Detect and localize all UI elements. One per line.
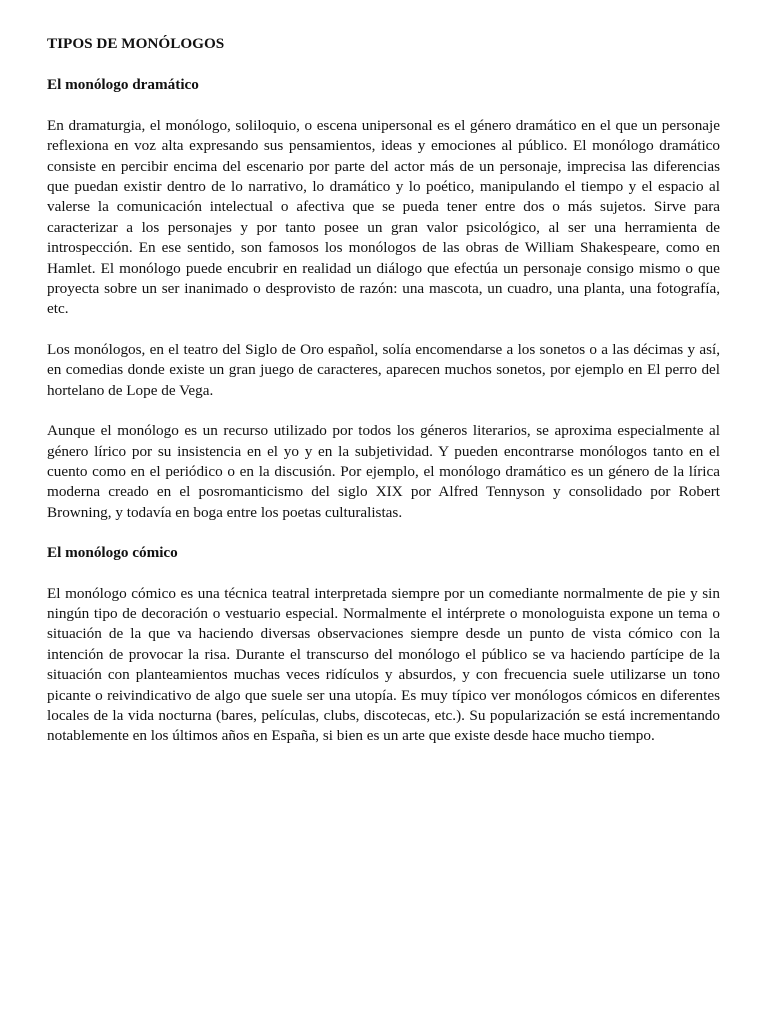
section-monologo-comico bbox=[47, 543, 720, 747]
paragraph: Los monólogos, en el teatro del Siglo de Oro español, solía encomendarse a los sonetos o a las décimas y así, en comedias donde existe un gran juego de caracteres, aparecen muchos sonetos, por ejemplo en El perro del hortelano de Lope de Vega. bbox=[47, 340, 720, 399]
paragraph: Aunque el monólogo es un recurso utilizado por todos los géneros literarios, se aproxima especialmente al género lírico por su insistencia en el yo y en la subjetividad. Y pueden encontrarse monólogos tanto en el cuento como en el periódico o en la discusión. Por ejemplo, el monólogo dramático es un género de la lírica moderna creado en el posromanticismo del siglo XIX por Alfred Tennyson y consolidado por Robert Browning, y todavía en boga entre los poetas culturalistas. bbox=[47, 422, 720, 521]
section-heading: El monólogo cómico bbox=[47, 544, 178, 562]
paragraph: El monólogo cómico es una técnica teatral interpretada siempre por un comediante normalmente de pie y sin ningún tipo de decoración o vestuario especial. Normalmente el intérprete o monologuista expone un tema o situación de la que va haciendo diversas observaciones siempre desde un punto de vista cómico con la intención de provocar la risa. Durante el transcurso del monólogo el público se va haciendo partícipe de la situación con planteamientos muchas veces ridículos y absurdos, y con frecuencia suele utilizarse un tono picante o reivindicativo de algo que suele ser una utopía. Es muy típico ver monólogos cómicos en diferentes locales de la vida nocturna (bares, películas, clubs, discotecas, etc.). Su popularización se está incrementando notablemente en los últimos años en España, si bien es un arte que existe desde hace mucho tiempo. bbox=[47, 584, 720, 745]
document-title: TIPOS DE MONÓLOGOS bbox=[47, 35, 225, 52]
section-heading: El monólogo dramático bbox=[47, 76, 199, 94]
document-page bbox=[47, 34, 720, 767]
paragraph: En dramaturgia, el monólogo, soliloquio, o escena unipersonal es el género dramático en el que un personaje reflexiona en voz alta expresando sus pensamientos, ideas y emociones al público. El monólogo dramático consiste en percibir encima del escenario por parte del actor más de un personaje, imprecisa las diferencias que puedan existir dentro de lo narrativo, lo dramático y lo poético, manipulando el tiempo y el espacio al valerse la comunicación intelectual o afectiva que se pueda tener entre dos o más sujetos. Sirve para caracterizar a los personajes y por tanto posee un gran valor psicológico, al ser una herramienta de introspección. En ese sentido, son famosos los monólogos de las obras de William Shakespeare, como en Hamlet. El monólogo puede encubrir en realidad un diálogo que efectúa un personaje consigo mismo o que proyecta sobre un ser inanimado o desprovisto de razón: una mascota, un cuadro, una planta, una fotografía, etc. bbox=[47, 116, 720, 318]
section-monologo-dramatico bbox=[47, 75, 720, 523]
